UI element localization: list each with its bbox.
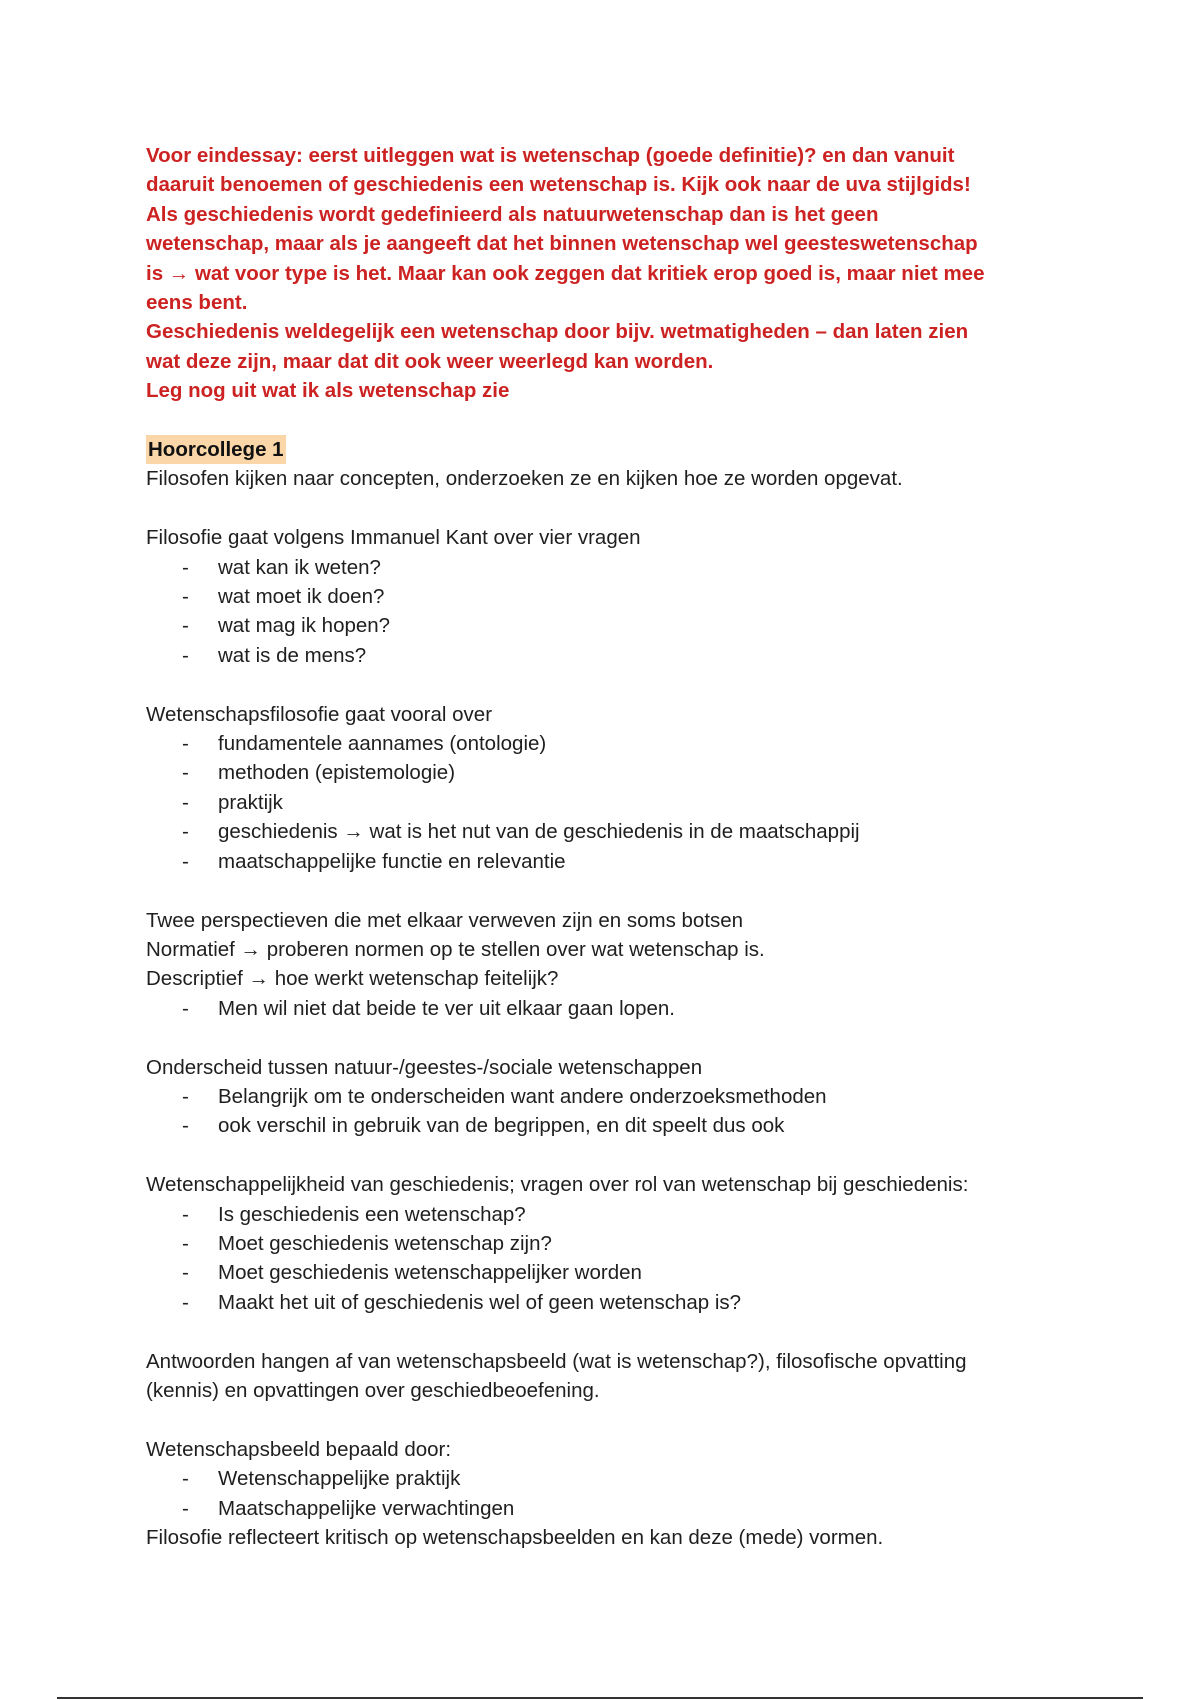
perspectives-line: Twee perspectieven die met elkaar verweven zijn en soms botsen [146,908,744,932]
essay-note-line: daaruit benoemen of geschiedenis een wetenschap is. Kijk ook naar de uva stijlgids! [146,173,971,197]
essay-note-line: Als geschiedenis wordt gedefinieerd als natuurwetenschap dan is het geen [146,202,879,226]
list-item: - praktijk [182,790,283,814]
perspectives-line: Descriptief → hoe werkt wetenschap feitelijk? [146,967,559,991]
kant-questions-list [146,553,1066,671]
closing-text: Filosofie reflecteert kritisch op wetenschapsbeelden en kan deze (mede) vormen. [146,1525,884,1549]
list-item: - Men wil niet dat beide te ver uit elkaar gaan lopen. [182,996,675,1020]
list-item: - Belangrijk om te onderscheiden want andere onderzoeksmethoden [182,1084,827,1108]
list-item: - Moet geschiedenis wetenschappelijker worden [182,1261,642,1285]
essay-note-line: is → wat voor type is het. Maar kan ook zeggen dat kritiek erop goed is, maar niet mee [146,261,985,285]
list-item: - Is geschiedenis een wetenschap? [182,1202,526,1226]
answers-line: Antwoorden hangen af van wetenschapsbeeld (wat is wetenschap?), filosofische opvatting [146,1349,967,1373]
list-item: - wat mag ik hopen? [182,614,391,638]
perspectives-line: Normatief → proberen normen op te stellen over wat wetenschap is. [146,937,765,961]
scientificity-lead: Wetenschappelijkheid van geschiedenis; vragen over rol van wetenschap bij geschiedenis: [146,1173,969,1197]
list-item: - wat kan ik weten? [182,555,381,579]
essay-note-line: Voor eindessay: eerst uitleggen wat is wetenschap (goede definitie)? en dan vanuit [146,144,955,167]
intro-text: Filosofen kijken naar concepten, onderzoeken ze en kijken hoe ze worden opgevat. [146,467,903,491]
page-divider [57,1697,1143,1699]
list-item: - geschiedenis → wat is het nut van de geschiedenis in de maatschappij [182,820,860,844]
answers-line: (kennis) en opvattingen over geschiedbeoefening. [146,1378,600,1402]
list-item: - Moet geschiedenis wetenschap zijn? [182,1231,552,1255]
wf-topics-list [146,729,1066,876]
list-item: - fundamentele aannames (ontologie) [182,732,547,756]
perspectives-list [146,994,1066,1023]
essay-note-line: wetenschap, maar als je aangeeft dat het binnen wetenschap wel geesteswetenschap [146,232,978,256]
image-list [146,1464,1066,1523]
list-item: - maatschappelijke functie en relevantie [182,849,566,873]
essay-note [146,141,1066,406]
essay-note-line: Geschiedenis weldegelijk een wetenschap door bijv. wetmatigheden – dan laten zien [146,320,969,344]
list-item: - Wetenschappelijke praktijk [182,1467,461,1491]
essay-note-line: Leg nog uit wat ik als wetenschap zie [146,379,510,403]
section-heading: Hoorcollege 1 [146,435,286,464]
image-lead: Wetenschapsbeeld bepaald door: [146,1437,452,1461]
list-item: - wat is de mens? [182,643,367,667]
essay-note-line: wat deze zijn, maar dat dit ook weer weerlegd kan worden. [146,349,714,373]
kant-lead: Filosofie gaat volgens Immanuel Kant over vier vragen [146,526,641,550]
document-page [146,141,1066,1552]
distinction-lead: Onderscheid tussen natuur-/geestes-/sociale wetenschappen [146,1055,703,1079]
list-item: - ook verschil in gebruik van de begrippen, en dit speelt dus ook [182,1114,785,1138]
essay-note-line: eens bent. [146,291,248,315]
wf-lead: Wetenschapsfilosofie gaat vooral over [146,702,493,726]
list-item: - Maatschappelijke verwachtingen [182,1496,515,1520]
list-item: - wat moet ik doen? [182,585,385,609]
list-item: - Maakt het uit of geschiedenis wel of geen wetenschap is? [182,1290,742,1314]
list-item: - methoden (epistemologie) [182,761,456,785]
distinction-list [146,1082,1066,1141]
scientificity-list [146,1200,1066,1318]
